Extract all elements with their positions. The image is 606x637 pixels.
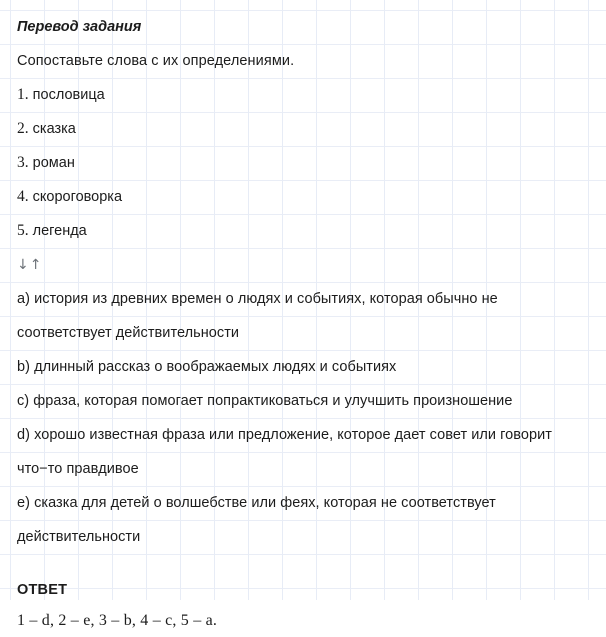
term-number: 4. <box>17 188 29 205</box>
term-number: 5. <box>17 222 29 239</box>
page-title: Перевод задания <box>17 19 142 35</box>
definition-item-a: a) история из древних времен о людях и событиях, которая обычно не соответствует действительности <box>17 291 498 341</box>
term-word: роман <box>32 155 75 171</box>
definition-item-c: c) фраза, которая помогает попрактиковаться и улучшить произношение <box>17 393 513 409</box>
term-word: легенда <box>32 223 87 239</box>
answer-spacer <box>17 554 595 575</box>
term-word: пословица <box>32 87 105 103</box>
content-column <box>17 0 595 637</box>
term-number: 2. <box>17 120 29 137</box>
term-item-2 <box>17 112 595 146</box>
definition-item-d: d) хорошо известная фраза или предложение, которое дает совет или говорит что−то правдивое <box>17 427 552 477</box>
answer-heading: ОТВЕТ <box>17 582 68 598</box>
definition-item-b: b) длинный рассказ о воображаемых людях и событиях <box>17 359 397 375</box>
term-number: 3. <box>17 154 29 171</box>
updown-arrows-icon: ↓↑ <box>17 257 43 273</box>
definition-item-e: e) сказка для детей о волшебстве или феях, которая не соответствует действительности <box>17 495 496 545</box>
term-word: скороговорка <box>32 189 123 205</box>
term-item-3 <box>17 146 595 180</box>
term-item-4 <box>17 180 595 214</box>
term-item-1 <box>17 78 595 112</box>
instruction-text: Сопоставьте слова с их определениями. <box>17 53 295 69</box>
term-item-5 <box>17 214 595 248</box>
term-word: сказка <box>32 121 76 137</box>
answer-value: 1 – d, 2 – e, 3 – b, 4 – c, 5 – a. <box>17 612 218 629</box>
term-number: 1. <box>17 86 29 103</box>
